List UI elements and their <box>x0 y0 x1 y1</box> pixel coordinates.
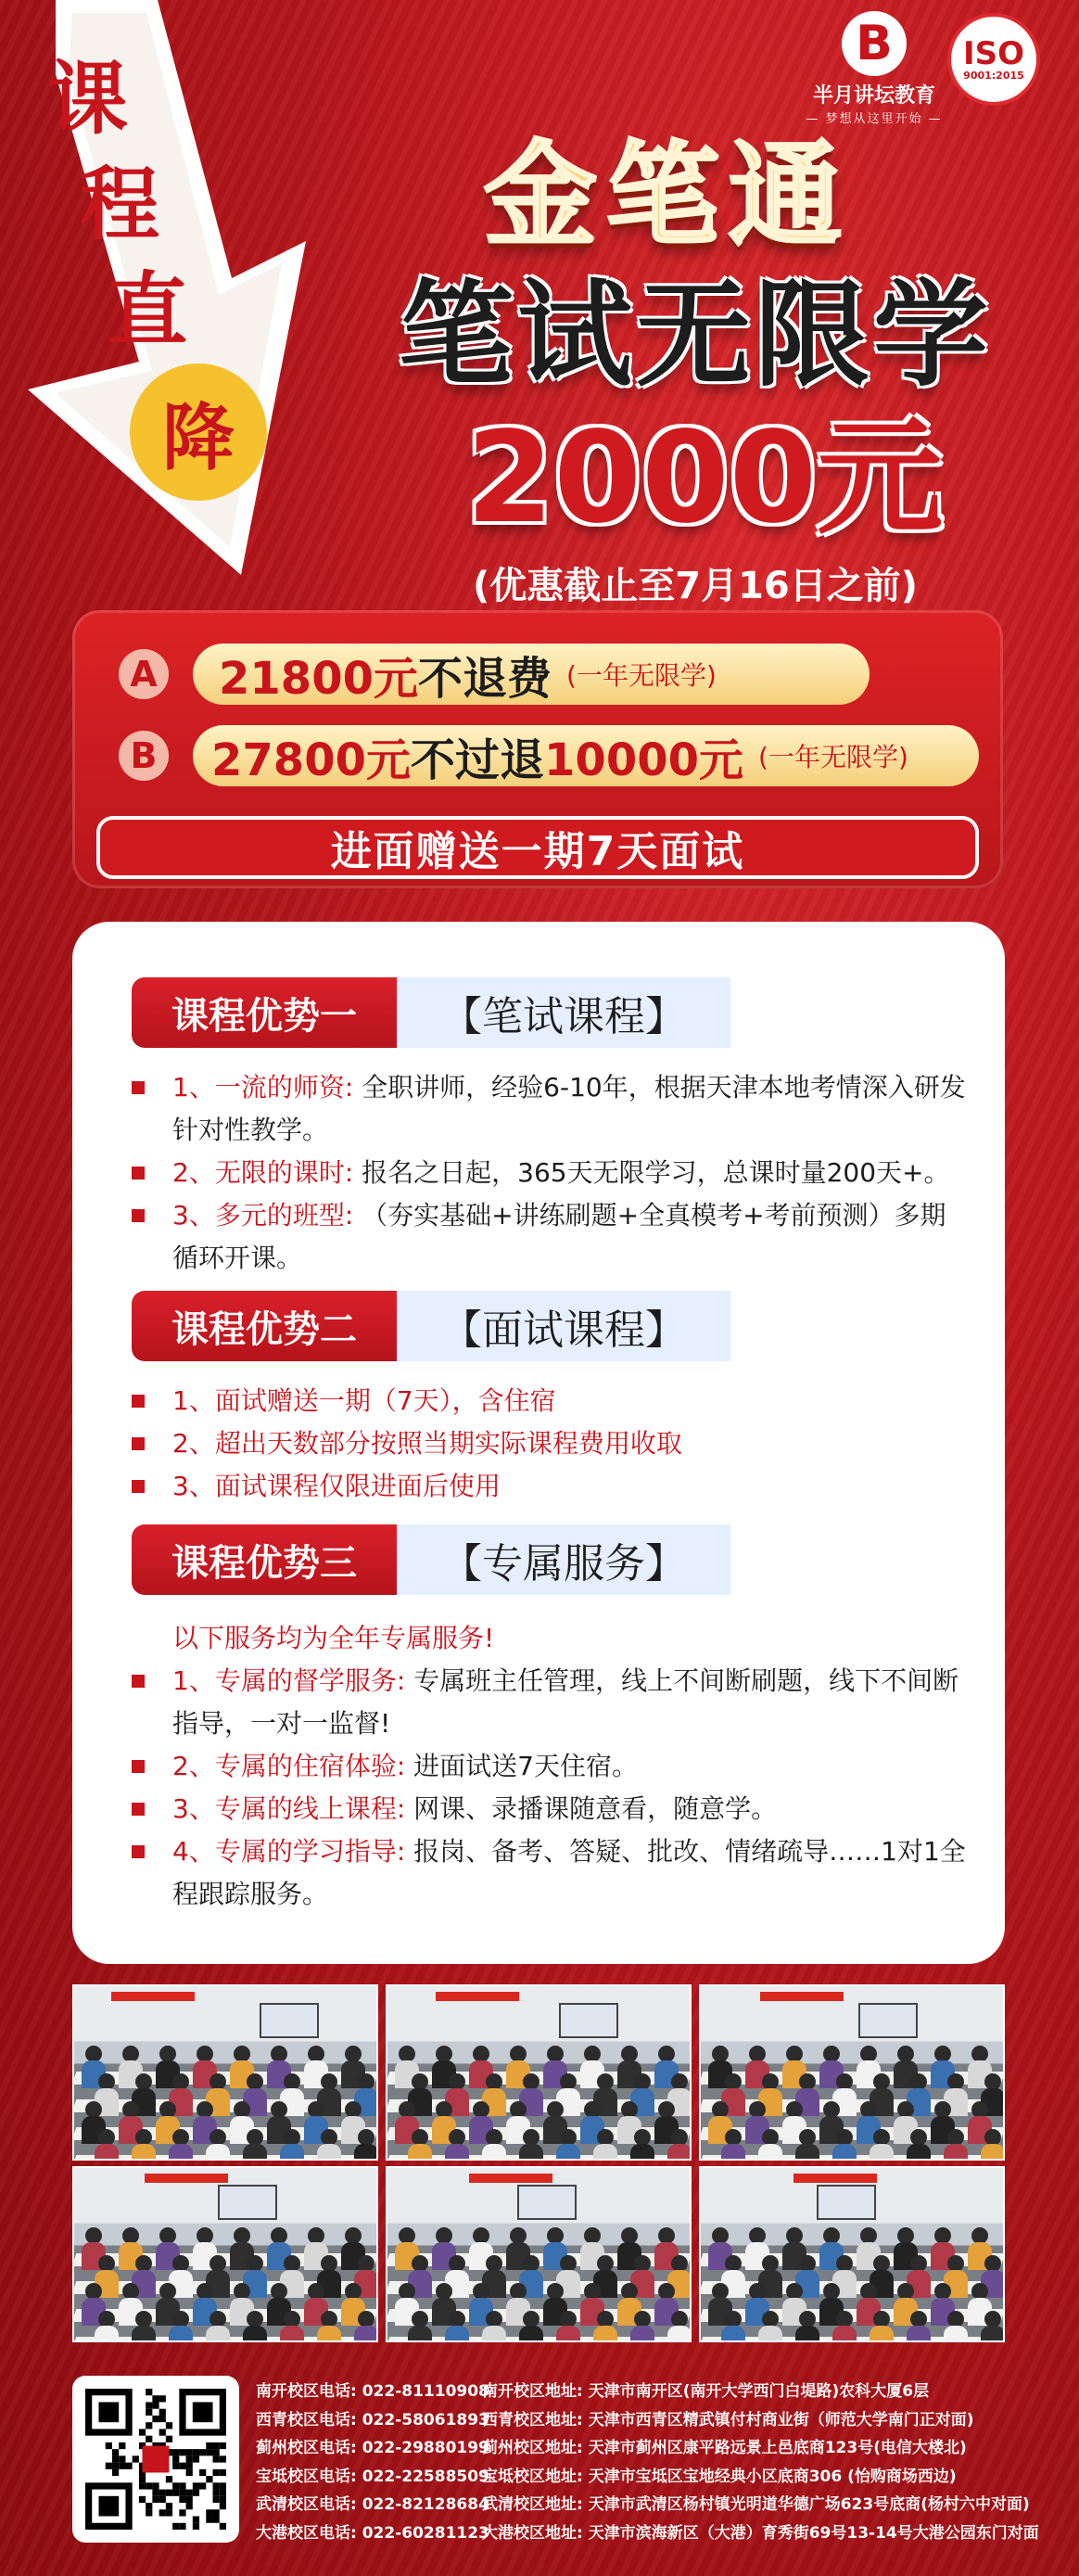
iso-certification-badge <box>947 13 1040 106</box>
classroom-photo-5 <box>386 2166 692 2342</box>
section-1-list <box>132 1066 966 1280</box>
contact-row <box>256 2491 1053 2519</box>
arrow-char-1: 课 <box>48 53 128 146</box>
classroom-photo-1 <box>72 1984 378 2161</box>
option-b <box>119 725 979 786</box>
contact-address: 宝坻校区地址: 天津市宝坻区宝地经典小区底商306 (怡购商场西边) <box>482 2467 957 2486</box>
contact-phone[interactable]: 大港校区电话: 022-60281123 <box>256 2523 489 2543</box>
section-1-title: 【笔试课程】 <box>397 977 730 1048</box>
list-item: 2、超出天数部分按照当期实际课程费用收取 <box>132 1422 966 1465</box>
classroom-photo-2 <box>386 1984 692 2161</box>
option-b-box <box>193 725 979 786</box>
contact-phone[interactable]: 武清校区电话: 022-82128684 <box>256 2495 489 2514</box>
section-3-title: 【专属服务】 <box>397 1524 730 1595</box>
deadline-note: (优惠截止至7月16日之前) <box>472 565 919 607</box>
list-item: 2、专属的住宿体验: 进面试送7天住宿。 <box>132 1745 966 1788</box>
section-2-title: 【面试课程】 <box>397 1291 730 1361</box>
classroom-photo-3 <box>699 1984 1005 2161</box>
contact-address: 南开校区地址: 天津市南开区(南开大学西门白堤路)农科大厦6层 <box>482 2382 930 2401</box>
section-3-header <box>132 1524 730 1595</box>
contact-phone[interactable]: 宝坻校区电话: 022-22588509 <box>256 2467 489 2486</box>
campus-contact-list <box>256 2378 1053 2547</box>
section-3-tag: 课程优势三 <box>132 1524 397 1595</box>
option-b-price: 27800元不过退10000元 <box>211 733 744 786</box>
option-b-letter: B <box>119 731 169 781</box>
contact-row <box>256 2434 1053 2463</box>
list-item: 1、面试赠送一期（7天），含住宿 <box>132 1380 966 1422</box>
list-item: 4、专属的学习指导: 报岗、备考、答疑、批改、情绪疏导……1对1全程跟踪服务。 <box>132 1830 966 1916</box>
course-advantages-card <box>72 922 1005 1964</box>
headline-main: 笔试无限学 <box>398 269 992 402</box>
classroom-photo-6 <box>699 2166 1005 2342</box>
brand-mark-icon: B <box>842 11 907 76</box>
contact-address: 西青校区地址: 天津市西青区精武镇付村商业街（师范大学南门正对面) <box>482 2410 974 2429</box>
contact-address: 武清校区地址: 天津市武清区杨村镇光明道华德广场623号底商(杨村六中对面) <box>482 2495 1030 2514</box>
section-2-list <box>132 1380 966 1508</box>
contact-phone[interactable]: 西青校区电话: 022-58061893 <box>256 2410 489 2429</box>
iso-code: 9001:2015 <box>963 69 1024 82</box>
price-options-panel <box>72 610 1003 888</box>
section-3-list <box>132 1617 966 1916</box>
option-a <box>119 644 870 705</box>
headline-product: 金笔通 <box>484 130 851 261</box>
list-item: 3、面试课程仅限进面后使用 <box>132 1465 966 1508</box>
iso-label: ISO <box>962 34 1025 72</box>
section-3-intro: 以下服务均为全年专属服务! <box>172 1623 495 1653</box>
section-1-header <box>132 977 730 1048</box>
brand-logo <box>805 11 944 126</box>
headline-price: 2000元 <box>465 405 944 552</box>
section-2-tag: 课程优势二 <box>132 1291 397 1361</box>
contact-row <box>256 2463 1053 2492</box>
option-a-letter: A <box>119 649 169 699</box>
arrow-char-2: 程 <box>80 159 159 251</box>
price-drop-badge: 降 <box>130 363 267 501</box>
option-a-sub: (一年无限学) <box>566 660 717 691</box>
brand-slogan: — 梦想从这里开始 — <box>806 112 943 126</box>
section-1-tag: 课程优势一 <box>132 977 397 1048</box>
option-b-sub: (一年无限学) <box>758 742 908 772</box>
section-2-header <box>132 1291 730 1361</box>
contact-row <box>256 2378 1053 2406</box>
contact-phone[interactable]: 蓟州校区电话: 022-29880199 <box>256 2439 489 2457</box>
list-item: 1、专属的督学服务: 专属班主任管理，线上不间断刷题，线下不间断指导，一对一监督! <box>132 1660 966 1745</box>
qr-code-icon[interactable] <box>72 2376 239 2543</box>
list-item: 3、专属的线上课程: 网课、录播课随意看，随意学。 <box>132 1788 966 1830</box>
interview-gift-banner: 进面赠送一期7天面试 <box>96 816 979 879</box>
list-item: 3、多元的班型: （夯实基础+讲练刷题+全真模考+考前预测）多期循环开课。 <box>132 1194 966 1280</box>
list-item: 2、无限的课时: 报名之日起，365天无限学习，总课时量200天+。 <box>132 1152 966 1194</box>
option-a-price: 21800元不退费 <box>219 652 552 705</box>
contact-row <box>256 2406 1053 2435</box>
brand-name: 半月讲坛教育 <box>812 84 935 108</box>
option-a-box <box>193 644 870 705</box>
classroom-photo-4 <box>72 2166 378 2342</box>
classroom-photo-grid <box>72 1984 1005 2346</box>
contact-phone[interactable]: 南开校区电话: 022-81110908 <box>256 2382 489 2401</box>
list-item: 1、一流的师资: 全职讲师，经验6-10年，根据天津本地考情深入研发针对性教学。 <box>132 1066 966 1152</box>
contact-address: 蓟州校区地址: 天津市蓟州区康平路远景上邑底商123号(电信大楼北) <box>482 2439 967 2457</box>
contact-address: 大港校区地址: 天津市滨海新区（大港）育秀街69号13-14号大港公园东门对面 <box>482 2523 1039 2543</box>
contact-row <box>256 2519 1053 2548</box>
arrow-char-3: 直 <box>108 264 187 357</box>
